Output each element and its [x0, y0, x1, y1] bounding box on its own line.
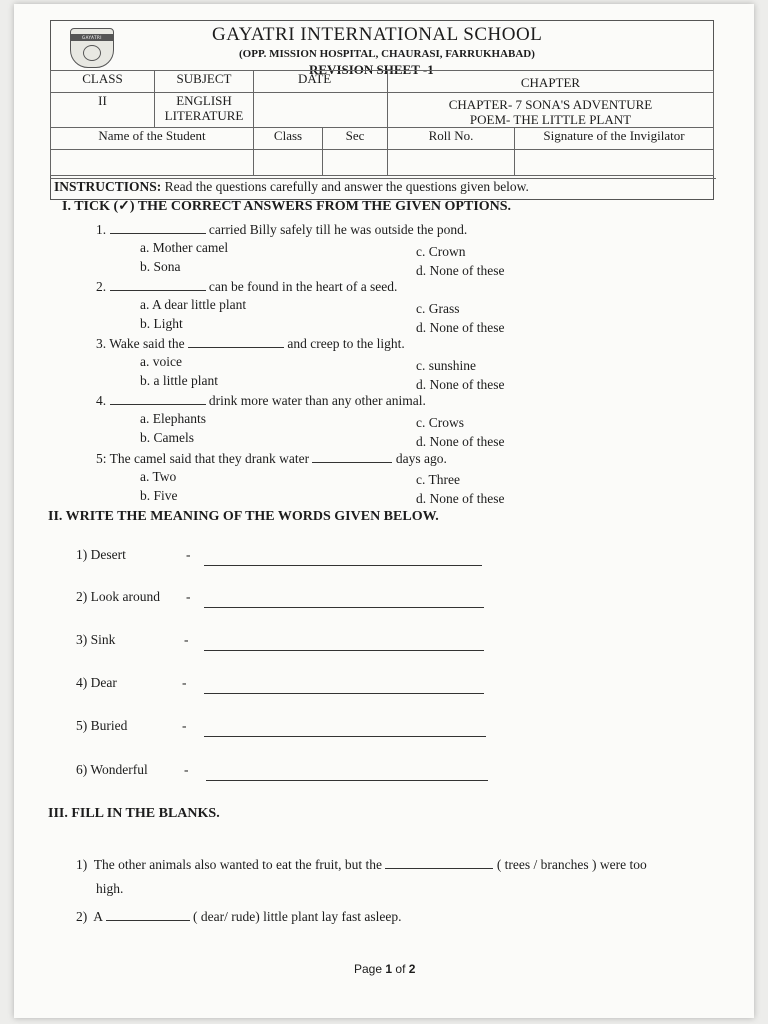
option-b[interactable]: b. Sona [140, 259, 181, 274]
answer-blank[interactable] [110, 278, 206, 291]
option-c[interactable]: c. sunshine [416, 358, 476, 373]
answer-blank[interactable] [312, 450, 392, 463]
roll-field[interactable] [388, 150, 515, 176]
dash: - [186, 547, 191, 562]
option-a[interactable]: a. A dear little plant [140, 297, 247, 312]
answer-blank[interactable] [385, 856, 493, 869]
option-a[interactable]: a. voice [140, 354, 182, 369]
sheet-title: REVISION SHEET -1 [309, 62, 434, 77]
col-class-header: CLASS [51, 71, 155, 93]
dash: - [182, 675, 187, 690]
option-c[interactable]: c. Three [416, 472, 460, 487]
option-d[interactable]: d. None of these [416, 434, 505, 449]
option-b[interactable]: b. a little plant [140, 373, 218, 388]
dash: - [182, 718, 187, 733]
mcq-question-4: 4. drink more water than any other animal. [96, 393, 426, 408]
answer-blank[interactable] [110, 392, 206, 405]
meaning-answer-line[interactable] [204, 607, 484, 608]
word-4: 4) Dear [76, 675, 117, 690]
word-6: 6) Wonderful [76, 762, 148, 777]
dash: - [186, 589, 191, 604]
meaning-answer-line[interactable] [206, 780, 488, 781]
meaning-answer-line[interactable] [204, 693, 484, 694]
fill-question-1-continued: high. [96, 881, 124, 896]
class-label: Class [254, 128, 323, 150]
instructions-label: INSTRUCTIONS: [54, 179, 162, 194]
student-info-table [50, 70, 714, 176]
signature-field[interactable] [515, 150, 714, 176]
sec-field[interactable] [323, 150, 388, 176]
subject-value: ENGLISH LITERATURE [155, 93, 254, 128]
meaning-answer-line[interactable] [204, 565, 482, 566]
worksheet-page [14, 4, 754, 1018]
option-d[interactable]: d. None of these [416, 377, 505, 392]
option-a[interactable]: a. Mother camel [140, 240, 229, 255]
option-a[interactable]: a. Two [140, 469, 177, 484]
instructions [50, 178, 716, 197]
mcq-question-3: 3. Wake said the and creep to the light. [96, 336, 405, 351]
word-5: 5) Buried [76, 718, 128, 733]
school-address: (OPP. MISSION HOSPITAL, CHAURASI, FARRUKHABAD) [239, 48, 535, 60]
sec-label: Sec [323, 128, 388, 150]
section-1-heading: I. TICK (✓) THE CORRECT ANSWERS FROM THE GIVEN OPTIONS. [62, 199, 512, 214]
option-d[interactable]: d. None of these [416, 491, 505, 506]
option-d[interactable]: d. None of these [416, 263, 505, 278]
class-value: II [51, 93, 155, 128]
dash: - [184, 632, 189, 647]
option-a[interactable]: a. Elephants [140, 411, 206, 426]
roll-label: Roll No. [388, 128, 515, 150]
meaning-answer-line[interactable] [204, 650, 484, 651]
col-date-header: DATE [254, 71, 388, 93]
word-1: 1) Desert [76, 547, 126, 562]
word-2: 2) Look around [76, 589, 160, 604]
school-name: GAYATRI INTERNATIONAL SCHOOL [212, 24, 543, 45]
option-c[interactable]: c. Grass [416, 301, 460, 316]
answer-blank[interactable] [110, 221, 206, 234]
option-b[interactable]: b. Camels [140, 430, 194, 445]
option-c[interactable]: c. Crown [416, 244, 466, 259]
page-number: Page 1 of 2 [354, 962, 416, 976]
signature-label: Signature of the Invigilator [515, 128, 714, 150]
col-chapter-header: CHAPTER [388, 71, 714, 93]
mcq-question-2: 2. can be found in the heart of a seed. [96, 279, 398, 294]
fill-question-2: 2) A ( dear/ rude) little plant lay fast asleep. [76, 909, 402, 924]
col-subject-header: SUBJECT [155, 71, 254, 93]
answer-blank[interactable] [106, 908, 190, 921]
name-label: Name of the Student [51, 128, 254, 150]
instructions-text: Read the questions carefully and answer the questions given below. [164, 179, 529, 194]
option-b[interactable]: b. Light [140, 316, 183, 331]
class-field[interactable] [254, 150, 323, 176]
option-d[interactable]: d. None of these [416, 320, 505, 335]
meaning-answer-line[interactable] [204, 736, 486, 737]
mcq-question-5: 5: The camel said that they drank water days ago. [96, 451, 447, 466]
school-logo: GAYATRI [70, 28, 114, 68]
date-value[interactable] [254, 93, 388, 128]
word-3: 3) Sink [76, 632, 116, 647]
option-c[interactable]: c. Crows [416, 415, 464, 430]
fill-question-1: 1) The other animals also wanted to eat the fruit, but the ( trees / branches ) were too [76, 857, 647, 872]
mcq-question-1: 1. carried Billy safely till he was outside the pond. [96, 222, 468, 237]
name-field[interactable] [51, 150, 254, 176]
answer-blank[interactable] [188, 335, 284, 348]
chapter-value: CHAPTER- 7 SONA'S ADVENTURE POEM- THE LITTLE PLANT [388, 93, 714, 128]
section-2-heading: II. WRITE THE MEANING OF THE WORDS GIVEN BELOW. [48, 509, 439, 524]
option-b[interactable]: b. Five [140, 488, 178, 503]
section-3-heading: III. FILL IN THE BLANKS. [48, 806, 220, 821]
dash: - [184, 762, 189, 777]
